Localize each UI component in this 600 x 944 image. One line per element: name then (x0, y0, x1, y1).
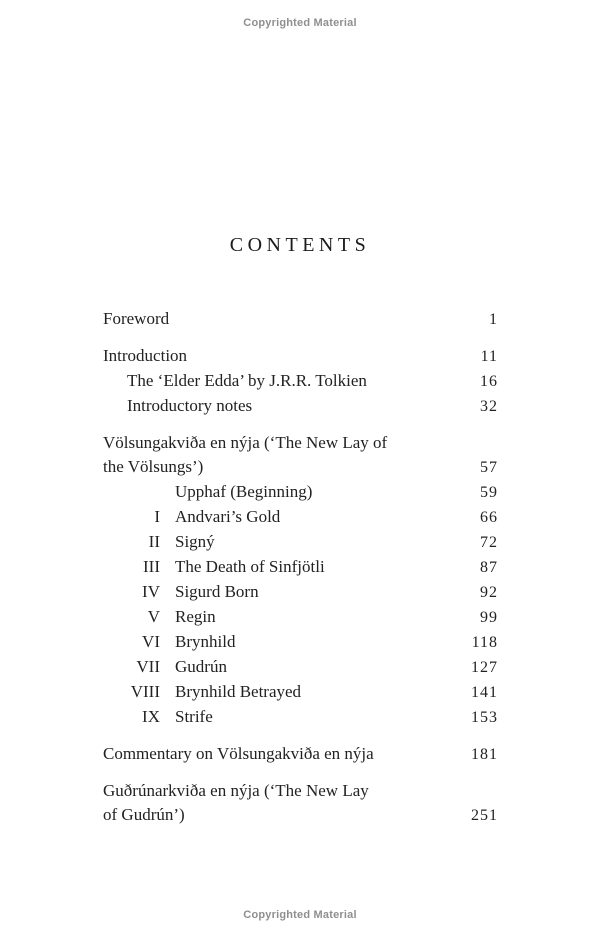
toc-entry-page-number: 1 (489, 311, 498, 328)
toc-entry-line (103, 742, 498, 767)
toc-entry-line (103, 779, 498, 803)
toc-entry-title: Regin (175, 607, 216, 626)
toc-entry-page-number: 57 (480, 459, 498, 476)
toc-entry-line (103, 307, 498, 332)
copyright-notice-top: Copyrighted Material (243, 17, 357, 29)
toc-entry-title: The ‘Elder Edda’ by J.R.R. Tolkien (127, 371, 367, 390)
toc-entry-line (103, 455, 498, 480)
toc-entry-title: Commentary on Völsungakviða en nýja (103, 744, 374, 763)
toc-entry-line (103, 344, 498, 369)
toc-entry-page-number: 72 (480, 534, 498, 551)
toc-entry-line (103, 705, 498, 730)
chapter-numeral: II (148, 532, 160, 551)
toc-entry-line (103, 431, 498, 455)
chapter-numeral: IV (142, 582, 160, 601)
toc-entry-line (103, 530, 498, 555)
toc-entry-title: Sigurd Born (175, 582, 259, 601)
toc-entry-title: Introductory notes (127, 396, 253, 415)
toc-entry-title: Völsungakviða en nýja (‘The New Lay of (103, 433, 388, 452)
toc-entry-page-number: 181 (471, 746, 498, 763)
toc-entry-page-number: 87 (480, 559, 498, 576)
toc-entry-line (103, 480, 498, 505)
toc-entry-page-number: 251 (471, 807, 498, 824)
toc-entry-page-number: 59 (480, 484, 498, 501)
toc-entry-title: Strife (175, 707, 213, 726)
toc-entry-line (103, 369, 498, 394)
toc-entry-title: of Gudrún’) (103, 805, 185, 824)
toc-entry-line (103, 680, 498, 705)
toc-entry-title: Brynhild Betrayed (175, 682, 302, 701)
page-title: CONTENTS (229, 234, 371, 256)
toc-entry-title: Andvari’s Gold (175, 507, 281, 526)
toc-entry-line (103, 655, 498, 680)
toc-entry-page-number: 11 (480, 348, 498, 365)
toc-entry-page-number: 92 (480, 584, 498, 601)
toc-entry-title: Introduction (103, 346, 188, 365)
toc-entry-line (103, 505, 498, 530)
chapter-numeral: VII (136, 657, 160, 676)
chapter-numeral: I (154, 507, 160, 526)
toc-entry-page-number: 66 (480, 509, 498, 526)
toc-entry-line (103, 630, 498, 655)
toc-entry-page-number: 99 (480, 609, 498, 626)
toc-entry-page-number: 118 (471, 634, 498, 651)
chapter-numeral: V (147, 607, 160, 626)
toc-entry-title: Signý (175, 532, 215, 551)
toc-entry-page-number: 16 (480, 373, 498, 390)
toc-entry-title: Upphaf (Beginning) (175, 482, 313, 501)
toc-entry-line (103, 394, 498, 419)
chapter-numeral: IX (142, 707, 160, 726)
toc-entry-line (103, 580, 498, 605)
toc-entry-title: Gudrún (175, 657, 227, 676)
toc-entry-page-number: 127 (471, 659, 498, 676)
toc-entry-title: the Völsungs’) (103, 457, 204, 476)
toc-entry-line (103, 555, 498, 580)
toc-entry-title: Guðrúnarkviða en nýja (‘The New Lay (103, 781, 369, 800)
table-of-contents (103, 307, 498, 828)
toc-entry-line (103, 605, 498, 630)
copyright-notice-bottom: Copyrighted Material (243, 909, 357, 921)
toc-entry-page-number: 153 (471, 709, 498, 726)
chapter-numeral: VI (142, 632, 160, 651)
chapter-numeral: VIII (130, 682, 160, 701)
toc-entry-title: Foreword (103, 309, 170, 328)
chapter-numeral: III (143, 557, 160, 576)
toc-entry-page-number: 32 (480, 398, 498, 415)
toc-entry-title: The Death of Sinfjötli (175, 557, 325, 576)
toc-entry-title: Brynhild (175, 632, 236, 651)
toc-entry-page-number: 141 (471, 684, 498, 701)
toc-entry-line (103, 803, 498, 828)
